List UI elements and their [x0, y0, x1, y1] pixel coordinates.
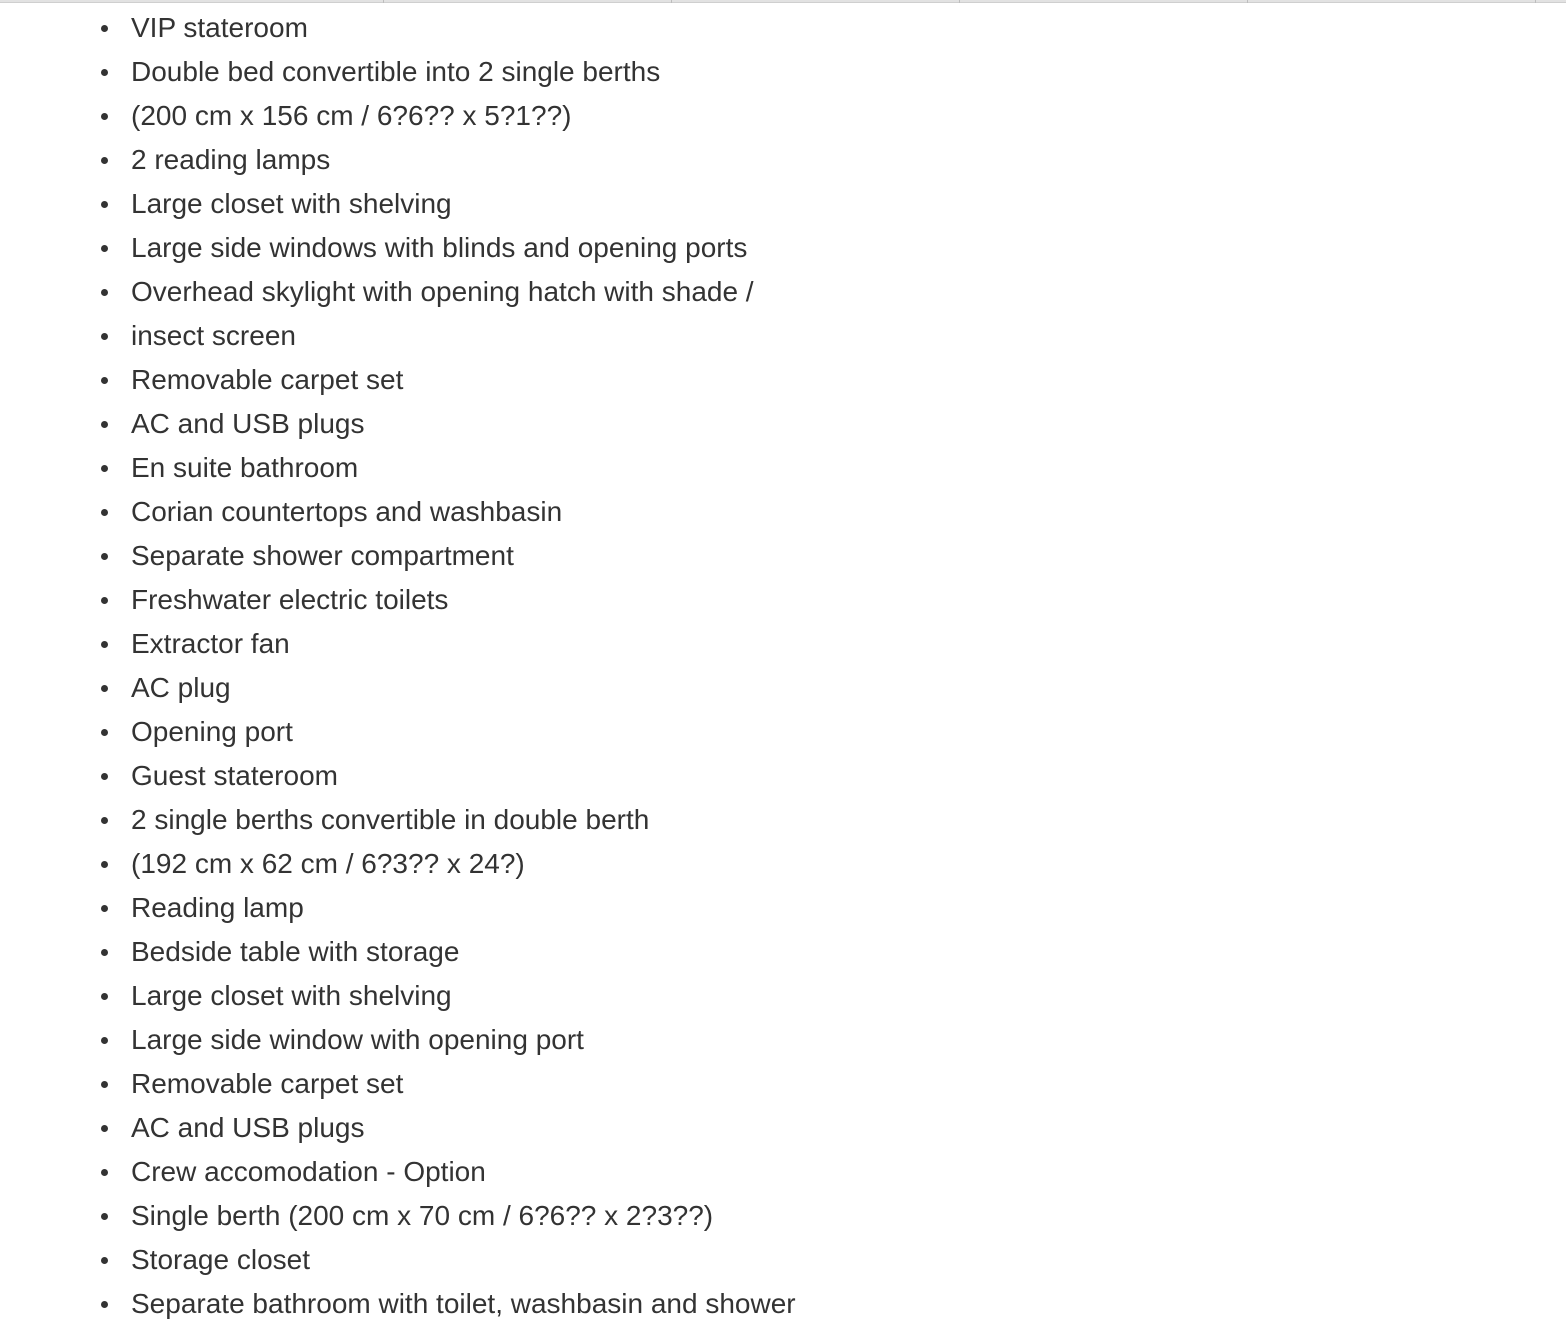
bullet-icon [101, 553, 108, 560]
list-item-text: Guest stateroom [131, 760, 338, 791]
list-item-text: Opening port [131, 716, 293, 747]
bullet-icon [101, 597, 108, 604]
bullet-icon [101, 905, 108, 912]
bullet-icon [101, 421, 108, 428]
list-item-text: Large side windows with blinds and opening ports [131, 232, 748, 263]
list-item [0, 1018, 796, 1062]
bullet-icon [101, 465, 108, 472]
bullet-icon [101, 861, 108, 868]
bullet-icon [101, 25, 108, 32]
bullet-icon [101, 113, 108, 120]
list-item-text: Freshwater electric toilets [131, 584, 449, 615]
bullet-icon [101, 641, 108, 648]
list-item [0, 1106, 796, 1150]
list-item [0, 94, 796, 138]
list-item [0, 710, 796, 754]
list-item-text: 2 reading lamps [131, 144, 331, 175]
divider-tick [1247, 0, 1248, 3]
list-item-text: Extractor fan [131, 628, 290, 659]
bullet-icon [101, 333, 108, 340]
bullet-icon [101, 1037, 108, 1044]
list-item [0, 842, 796, 886]
list-item-text: Storage closet [131, 1244, 310, 1275]
bullet-icon [101, 1169, 108, 1176]
list-item [0, 754, 796, 798]
list-item [0, 182, 796, 226]
list-item [0, 666, 796, 710]
list-item-text: En suite bathroom [131, 452, 359, 483]
list-item-text: (192 cm x 62 cm / 6?3?? x 24?) [131, 848, 525, 879]
list-item-text: AC plug [131, 672, 231, 703]
bullet-icon [101, 773, 108, 780]
list-item-text: Removable carpet set [131, 1068, 404, 1099]
bullet-icon [101, 993, 108, 1000]
list-item-text: Separate shower compartment [131, 540, 514, 571]
bullet-icon [101, 69, 108, 76]
list-item [0, 446, 796, 490]
list-item [0, 930, 796, 974]
list-item-text: Corian countertops and washbasin [131, 496, 563, 527]
bullet-icon [101, 201, 108, 208]
list-item-text: insect screen [131, 320, 296, 351]
bullet-icon [101, 729, 108, 736]
list-item-text: Large side window with opening port [131, 1024, 584, 1055]
list-item-text: Separate bathroom with toilet, washbasin and shower [131, 1288, 796, 1319]
list-item [0, 622, 796, 666]
bullet-icon [101, 1301, 108, 1308]
list-item [0, 358, 796, 402]
list-item [0, 50, 796, 94]
feature-list [0, 6, 796, 1326]
bullet-icon [101, 377, 108, 384]
divider-tick [383, 0, 384, 3]
list-item-text: Crew accomodation - Option [131, 1156, 486, 1187]
bullet-icon [101, 1257, 108, 1264]
list-item [0, 270, 796, 314]
list-item-text: AC and USB plugs [131, 1112, 365, 1143]
list-item [0, 138, 796, 182]
list-item [0, 974, 796, 1018]
bullet-icon [101, 1125, 108, 1132]
bullet-icon [101, 289, 108, 296]
list-item [0, 886, 796, 930]
bullet-icon [101, 949, 108, 956]
list-item-text: Reading lamp [131, 892, 304, 923]
divider-tick [671, 0, 672, 3]
list-item-text: 2 single berths convertible in double berth [131, 804, 650, 835]
top-divider [0, 0, 1566, 3]
divider-tick [959, 0, 960, 3]
list-item-text: Single berth (200 cm x 70 cm / 6?6?? x 2?3??) [131, 1200, 714, 1231]
list-item [0, 578, 796, 622]
bullet-icon [101, 685, 108, 692]
list-item-text: AC and USB plugs [131, 408, 365, 439]
bullet-icon [101, 1081, 108, 1088]
list-item-text: Large closet with shelving [131, 980, 452, 1011]
list-item [0, 1194, 796, 1238]
list-item [0, 798, 796, 842]
list-item [0, 490, 796, 534]
bullet-icon [101, 509, 108, 516]
list-item [0, 6, 796, 50]
list-item [0, 1062, 796, 1106]
list-item [0, 534, 796, 578]
list-item-text: Double bed convertible into 2 single berths [131, 56, 661, 87]
list-item-text: Removable carpet set [131, 364, 404, 395]
list-item-text: Large closet with shelving [131, 188, 452, 219]
list-item-text: VIP stateroom [131, 12, 308, 43]
divider-tick [1535, 0, 1536, 3]
bullet-icon [101, 245, 108, 252]
list-item [0, 1238, 796, 1282]
list-item [0, 226, 796, 270]
bullet-icon [101, 157, 108, 164]
list-item-text: Bedside table with storage [131, 936, 460, 967]
list-item-text: (200 cm x 156 cm / 6?6?? x 5?1??) [131, 100, 572, 131]
list-item [0, 1150, 796, 1194]
list-item-text: Overhead skylight with opening hatch with shade / [131, 276, 754, 307]
list-item [0, 314, 796, 358]
bullet-icon [101, 817, 108, 824]
list-item [0, 402, 796, 446]
list-item [0, 1282, 796, 1326]
bullet-icon [101, 1213, 108, 1220]
